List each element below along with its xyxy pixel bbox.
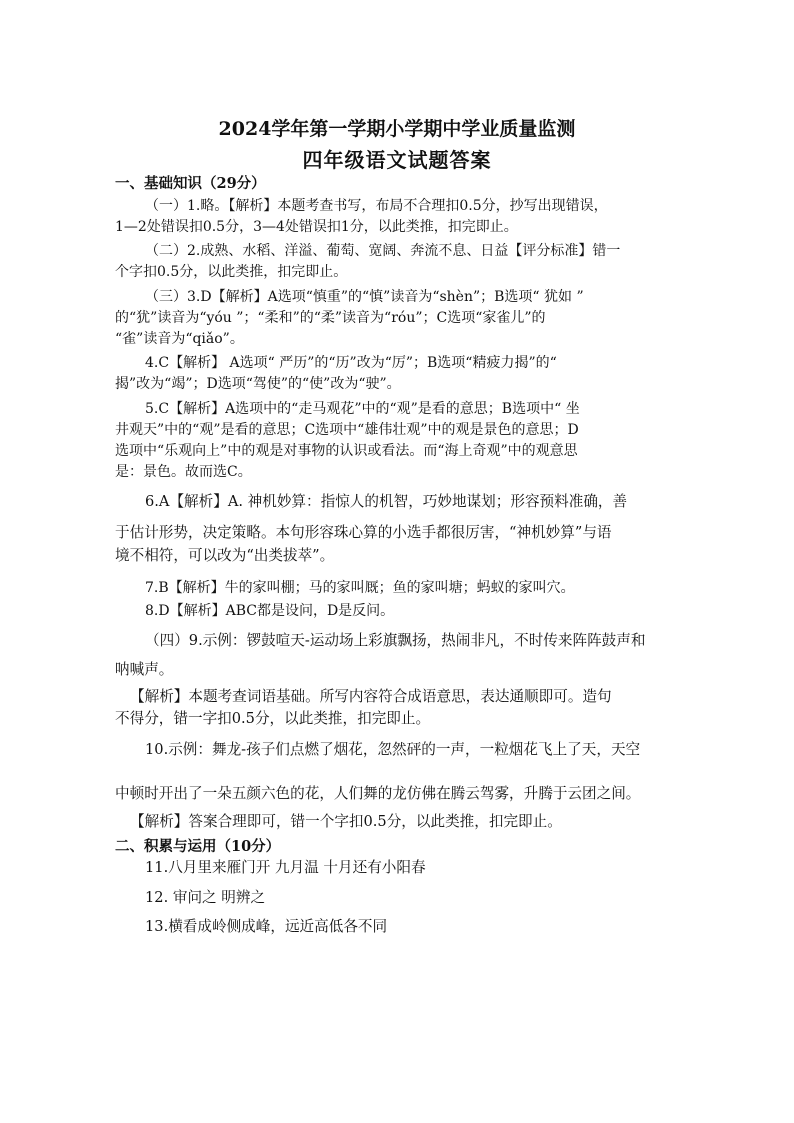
section-heading-accumulation: 二、积累与运用（10分）: [115, 838, 281, 855]
answer-line: （二）2.成熟、水稻、洋溢、葡萄、宽阔、奔流不息、日益【评分标准】错一: [145, 243, 621, 259]
answer-line: 不得分，错一字扣0.5分，以此类推，扣完即止。: [115, 710, 431, 727]
answer-line: 12. 审问之 明辨之: [145, 889, 266, 906]
answer-line: 中顿时开出了一朵五颜六色的花，人们舞的龙仿佛在腾云驾雾，升腾于云团之间。: [115, 785, 641, 802]
document-title: 2024学年第一学期小学期中学业质量监测: [218, 118, 576, 140]
answer-line: 5.C【解析】A选项中的“走马观花”中的“观”是看的意思；B选项中“ 坐: [145, 401, 580, 417]
answer-line: 13.横看成岭侧成峰，远近高低各不同: [145, 918, 388, 935]
answer-line: 井观天”中的“观”是看的意思；C选项中“雄伟壮观”中的观是景色的意思；D: [115, 422, 579, 438]
answer-line: 是：景色。故而选C。: [115, 464, 252, 480]
answer-line: 6.A【解析】A. 神机妙算：指惊人的机智，巧妙地谋划；形容预料准确，善: [145, 493, 628, 510]
answer-line: （四）9.示例：锣鼓喧天-运动场上彩旗飘扬，热闹非凡，不时传来阵阵鼓声和: [145, 632, 646, 649]
answer-line: 10.示例：舞龙-孩子们点燃了烟花，忽然砰的一声，一粒烟花飞上了天，天空: [145, 741, 641, 758]
document-subtitle: 四年级语文试题答案: [302, 148, 492, 172]
answer-line: 8.D【解析】ABC都是设问，D是反问。: [145, 603, 395, 619]
answer-line: 11.八月里来雁门开 九月温 十月还有小阳春: [145, 859, 426, 876]
answer-line: 【解析】答案合理即可，错一个字扣0.5分，以此类推，扣完即止。: [130, 813, 562, 830]
answer-line: 【解析】本题考查词语基础。所写内容符合成语意思，表达通顺即可。造句: [130, 688, 612, 705]
answer-line: 呐喊声。: [115, 661, 174, 678]
section-heading-basic-knowledge: 一、基础知识（29分）: [115, 175, 266, 192]
answer-line: 7.B【解析】牛的家叫棚；马的家叫厩；鱼的家叫塘；蚂蚁的家叫穴。: [145, 580, 575, 596]
answer-line: 1—2处错误扣0.5分，3—4处错误扣1分，以此类推，扣完即止。: [115, 219, 518, 235]
answer-line: （一）1.略。【解析】本题考查书写，布局不合理扣0.5分，抄写出现错误，: [145, 198, 608, 214]
answer-line: “雀”读音为“qiǎo”。: [115, 331, 244, 347]
answer-line: 于估计形势，决定策略。本句形容珠心算的小选手都很厉害，“神机妙算”与语: [115, 524, 612, 541]
answer-line: （三）3.D【解析】A选项“慎重”的“慎”读音为“shèn”；B选项“ 犹如 ”: [145, 289, 584, 305]
answer-line: 选项中“乐观向上”中的观是对事物的认识或看法。而“海上奇观”中的观意思: [115, 443, 578, 459]
answer-line: 的“犹”读音为“yóu ”；“柔和”的“柔”读音为“róu”；C选项“家雀儿”的: [115, 310, 546, 326]
answer-line: 揭”改为“竭”；D选项“驾使”的“使”改为“驶”。: [115, 376, 401, 392]
answer-line: 境不相符，可以改为“出类拔萃”。: [115, 547, 335, 564]
answer-line: 4.C【解析】 A选项“ 严历”的“历”改为“厉”；B选项“精疲力揭”的“: [145, 355, 557, 371]
answer-line: 个字扣0.5分，以此类推，扣完即止。: [115, 264, 348, 280]
